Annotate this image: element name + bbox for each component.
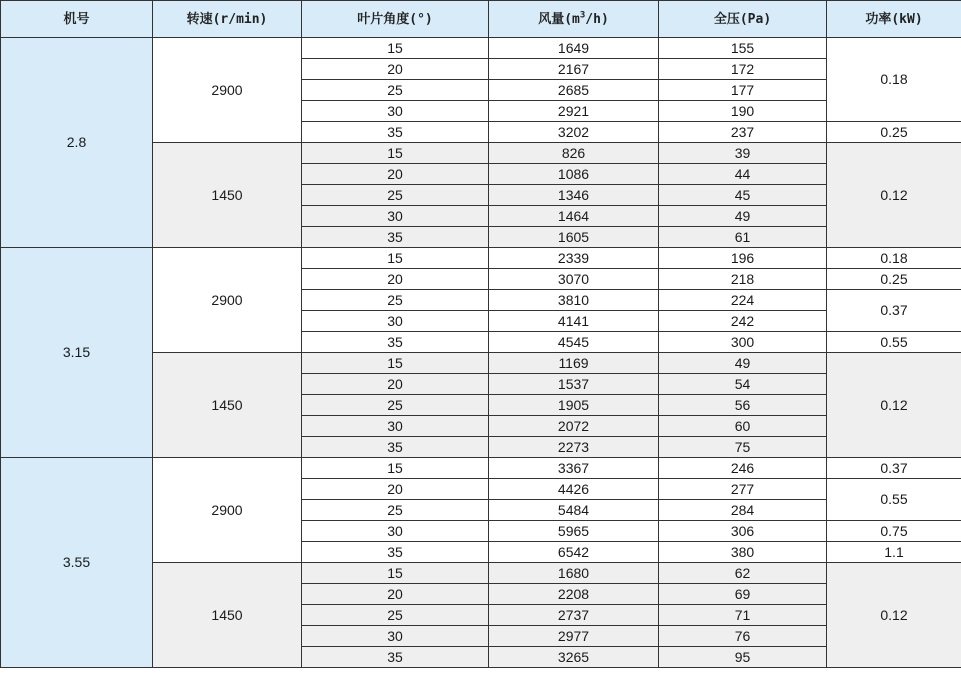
- cell-pressure: 75: [659, 437, 827, 458]
- cell-model-number: 2.8: [1, 38, 153, 248]
- cell-airflow: 4426: [489, 479, 659, 500]
- cell-airflow: 4545: [489, 332, 659, 353]
- table-body: [1, 38, 961, 668]
- cell-airflow: 1680: [489, 563, 659, 584]
- header-pressure: 全压(Pa): [659, 1, 827, 38]
- cell-pressure: 49: [659, 353, 827, 374]
- cell-speed: 2900: [153, 248, 302, 353]
- cell-power: 0.37: [827, 458, 961, 479]
- cell-blade-angle: 25: [302, 290, 489, 311]
- cell-pressure: 39: [659, 143, 827, 164]
- cell-airflow: 1905: [489, 395, 659, 416]
- cell-power: 1.1: [827, 542, 961, 563]
- cell-power: 0.75: [827, 521, 961, 542]
- cell-airflow: 3810: [489, 290, 659, 311]
- cell-pressure: 246: [659, 458, 827, 479]
- cell-blade-angle: 25: [302, 185, 489, 206]
- cell-blade-angle: 20: [302, 164, 489, 185]
- cell-airflow: 1605: [489, 227, 659, 248]
- cell-pressure: 284: [659, 500, 827, 521]
- cell-pressure: 44: [659, 164, 827, 185]
- cell-airflow: 3367: [489, 458, 659, 479]
- header-speed: 转速(r/min): [153, 1, 302, 38]
- cell-airflow: 5965: [489, 521, 659, 542]
- cell-speed: 1450: [153, 353, 302, 458]
- header-airflow-prefix: 风量(m: [538, 11, 580, 27]
- cell-pressure: 306: [659, 521, 827, 542]
- cell-airflow: 3070: [489, 269, 659, 290]
- cell-blade-angle: 20: [302, 59, 489, 80]
- cell-airflow: 6542: [489, 542, 659, 563]
- cell-airflow: 826: [489, 143, 659, 164]
- cell-pressure: 218: [659, 269, 827, 290]
- cell-power: 0.55: [827, 479, 961, 521]
- cell-power: 0.12: [827, 353, 961, 458]
- cell-blade-angle: 30: [302, 416, 489, 437]
- cell-blade-angle: 15: [302, 248, 489, 269]
- cell-airflow: 1086: [489, 164, 659, 185]
- cell-blade-angle: 15: [302, 458, 489, 479]
- cell-blade-angle: 25: [302, 395, 489, 416]
- cell-pressure: 76: [659, 626, 827, 647]
- cell-pressure: 380: [659, 542, 827, 563]
- cell-airflow: 2167: [489, 59, 659, 80]
- cell-power: 0.25: [827, 269, 961, 290]
- cell-blade-angle: 15: [302, 563, 489, 584]
- table-row: [1, 248, 961, 269]
- cell-airflow: 5484: [489, 500, 659, 521]
- cell-airflow: 1346: [489, 185, 659, 206]
- cell-pressure: 242: [659, 311, 827, 332]
- cell-airflow: 3202: [489, 122, 659, 143]
- cell-airflow: 2208: [489, 584, 659, 605]
- cell-pressure: 62: [659, 563, 827, 584]
- cell-blade-angle: 15: [302, 38, 489, 59]
- cell-blade-angle: 15: [302, 353, 489, 374]
- cell-pressure: 155: [659, 38, 827, 59]
- cell-model-number: 3.15: [1, 248, 153, 458]
- header-row: [1, 1, 961, 38]
- cell-airflow: 2273: [489, 437, 659, 458]
- cell-blade-angle: 25: [302, 80, 489, 101]
- cell-blade-angle: 30: [302, 521, 489, 542]
- cell-airflow: 2072: [489, 416, 659, 437]
- cell-pressure: 190: [659, 101, 827, 122]
- cell-blade-angle: 35: [302, 227, 489, 248]
- cell-airflow: 1464: [489, 206, 659, 227]
- cell-blade-angle: 30: [302, 101, 489, 122]
- cell-blade-angle: 30: [302, 626, 489, 647]
- cell-pressure: 172: [659, 59, 827, 80]
- cell-power: 0.55: [827, 332, 961, 353]
- cell-power: 0.18: [827, 248, 961, 269]
- header-airflow-exponent: 3: [579, 10, 586, 21]
- cell-power: 0.18: [827, 38, 961, 122]
- cell-pressure: 69: [659, 584, 827, 605]
- cell-speed: 2900: [153, 38, 302, 143]
- cell-power: 0.12: [827, 563, 961, 668]
- cell-power: 0.37: [827, 290, 961, 332]
- cell-speed: 1450: [153, 143, 302, 248]
- cell-pressure: 95: [659, 647, 827, 668]
- cell-pressure: 60: [659, 416, 827, 437]
- cell-airflow: 4141: [489, 311, 659, 332]
- cell-airflow: 2977: [489, 626, 659, 647]
- cell-blade-angle: 35: [302, 542, 489, 563]
- cell-blade-angle: 30: [302, 206, 489, 227]
- cell-blade-angle: 25: [302, 500, 489, 521]
- cell-blade-angle: 15: [302, 143, 489, 164]
- cell-pressure: 54: [659, 374, 827, 395]
- header-airflow-suffix: /h): [585, 11, 609, 27]
- cell-pressure: 49: [659, 206, 827, 227]
- header-blade-angle: 叶片角度(°): [302, 1, 489, 38]
- header-model: 机号: [1, 1, 153, 38]
- cell-pressure: 177: [659, 80, 827, 101]
- table-row: [1, 38, 961, 59]
- cell-blade-angle: 25: [302, 605, 489, 626]
- header-power: 功率(kW): [827, 1, 961, 38]
- cell-speed: 2900: [153, 458, 302, 563]
- cell-pressure: 277: [659, 479, 827, 500]
- cell-pressure: 224: [659, 290, 827, 311]
- cell-airflow: 2921: [489, 101, 659, 122]
- table-row: [1, 458, 961, 479]
- cell-blade-angle: 30: [302, 311, 489, 332]
- cell-speed: 1450: [153, 563, 302, 668]
- cell-pressure: 71: [659, 605, 827, 626]
- cell-blade-angle: 35: [302, 332, 489, 353]
- cell-blade-angle: 35: [302, 647, 489, 668]
- cell-airflow: 1537: [489, 374, 659, 395]
- cell-airflow: 1169: [489, 353, 659, 374]
- cell-blade-angle: 20: [302, 584, 489, 605]
- cell-blade-angle: 20: [302, 479, 489, 500]
- table-header: [1, 1, 961, 38]
- cell-airflow: 2339: [489, 248, 659, 269]
- cell-pressure: 300: [659, 332, 827, 353]
- cell-blade-angle: 20: [302, 269, 489, 290]
- cell-pressure: 56: [659, 395, 827, 416]
- cell-airflow: 2737: [489, 605, 659, 626]
- cell-airflow: 3265: [489, 647, 659, 668]
- cell-pressure: 237: [659, 122, 827, 143]
- cell-airflow: 1649: [489, 38, 659, 59]
- cell-pressure: 61: [659, 227, 827, 248]
- header-airflow: [489, 1, 659, 38]
- cell-blade-angle: 20: [302, 374, 489, 395]
- cell-blade-angle: 35: [302, 437, 489, 458]
- cell-pressure: 45: [659, 185, 827, 206]
- cell-power: 0.12: [827, 143, 961, 248]
- cell-pressure: 196: [659, 248, 827, 269]
- cell-blade-angle: 35: [302, 122, 489, 143]
- cell-airflow: 2685: [489, 80, 659, 101]
- cell-power: 0.25: [827, 122, 961, 143]
- cell-model-number: 3.55: [1, 458, 153, 668]
